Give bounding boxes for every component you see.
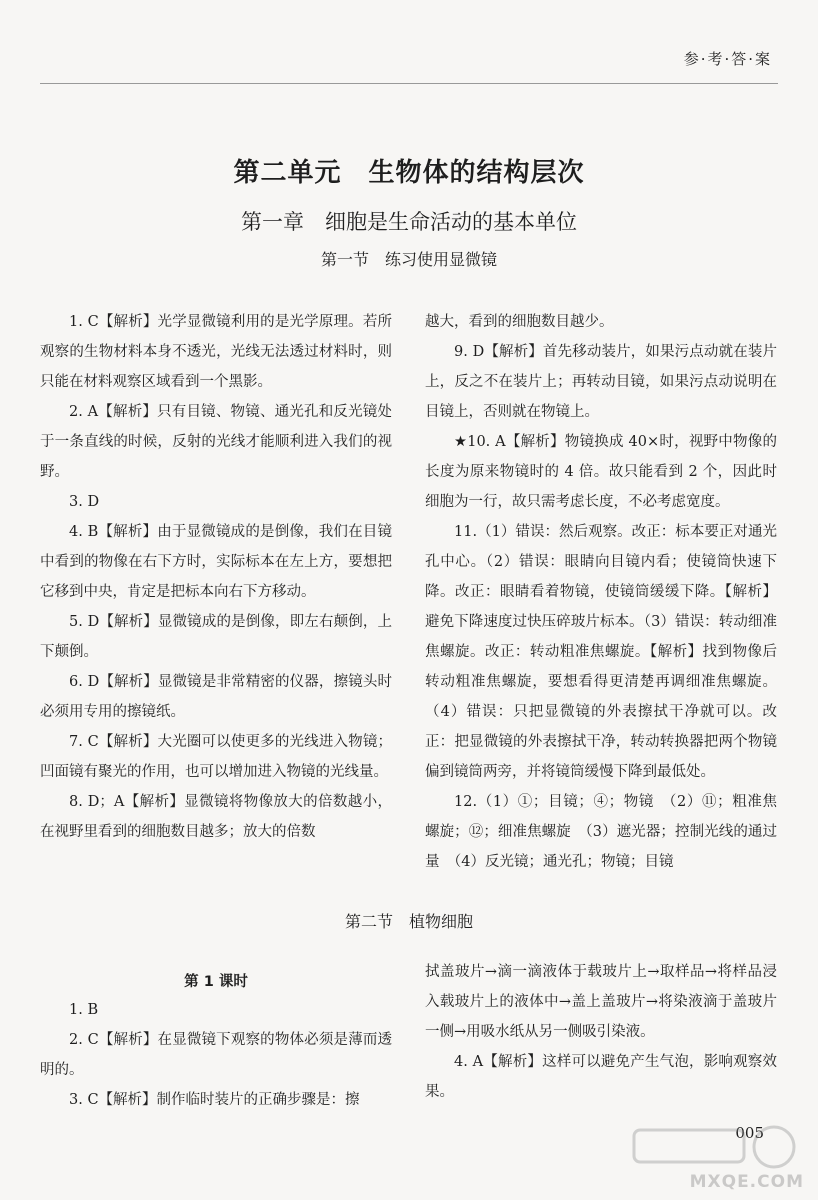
answer-item: 9. D【解析】首先移动装片，如果污点动就在装片上，反之不在装片上；再转动目镜，如果污点动说明在目镜上，否则就在物镜上。 <box>425 344 777 420</box>
section2-right-column <box>425 957 777 1107</box>
answer-item: 1. C【解析】光学显微镜利用的是光学原理。若所观察的生物材料本身不透光，光线无法透过材料时，则只能在材料观察区域看到一个黑影。 <box>40 314 392 390</box>
header-divider <box>40 83 778 84</box>
lesson-title: 第 1 课时 <box>184 974 248 990</box>
section2-left-column <box>40 995 392 1115</box>
answer-item: 5. D【解析】显微镜成的是倒像，即左右颠倒，上下颠倒。 <box>40 614 392 660</box>
answer-item: 8. D；A【解析】显微镜将物像放大的倍数越小，在视野里看到的细胞数目越多；放大的倍数 <box>40 794 392 840</box>
answer-item: 3. C【解析】制作临时装片的正确步骤是：擦 <box>69 1092 360 1108</box>
watermark-emblem-icon <box>614 1122 804 1172</box>
answer-item: 4. A【解析】这样可以避免产生气泡，影响观察效果。 <box>425 1054 777 1100</box>
section-title-2: 第二节 植物细胞 <box>344 912 473 931</box>
answer-item: 拭盖玻片→滴一滴液体于载玻片上→取样品→将样品浸入载玻片上的液体中→盖上盖玻片→将染液滴于盖玻片一侧→用吸水纸从另一侧吸引染液。 <box>425 964 777 1040</box>
chapter-title: 第一章 细胞是生命活动的基本单位 <box>241 210 577 234</box>
page-number: 005 <box>735 1124 764 1142</box>
answer-item: 3. D <box>69 494 100 510</box>
answer-item: 4. B【解析】由于显微镜成的是倒像，我们在目镜中看到的物像在右下方时，实际标本在左上方，要想把它移到中央，肯定是把标本向右下方移动。 <box>40 524 392 600</box>
answer-item: 1. B <box>69 1002 99 1018</box>
section1-left-column <box>40 307 392 847</box>
unit-title: 第二单元 生物体的结构层次 <box>233 158 585 188</box>
answer-item: 12.（1）①；目镜；④；物镜 （2）⑪；粗准焦螺旋；⑫；细准焦螺旋 （3）遮光器；控制光线的通过量 （4）反光镜；通光孔；物镜；目镜 <box>425 794 777 870</box>
answer-item: 2. A【解析】只有目镜、物镜、通光孔和反光镜处于一条直线的时候，反射的光线才能顺利进入我们的视野。 <box>40 404 392 480</box>
watermark-logo <box>614 1122 804 1192</box>
answer-item: 越大，看到的细胞数目越少。 <box>425 314 614 330</box>
answer-item: 7. C【解析】大光圈可以使更多的光线进入物镜；凹面镜有聚光的作用，也可以增加进入物镜的光线量。 <box>40 734 392 780</box>
answer-item: 6. D【解析】显微镜是非常精密的仪器，擦镜头时必须用专用的擦镜纸。 <box>40 674 392 720</box>
answer-item: ★10. A【解析】物镜换成 40×时，视野中物像的长度为原来物镜时的 4 倍。故只能看到 2 个，因此时细胞为一行，故只需考虑长度，不必考虑宽度。 <box>425 434 777 510</box>
answer-item: 11.（1）错误：然后观察。改正：标本要正对通光孔中心。（2）错误：眼睛向目镜内看；使镜筒快速下降。改正：眼睛看着物镜，使镜筒缓缓下降。【解析】避免下降速度过快压碎玻片标本。（3）错误：转动细准焦螺旋。改正：转动粗准焦螺旋。【解析】找到物像后转动粗准焦螺旋，要想看得更清楚再调细准焦螺旋。（4）错误：只把显微镜的外表擦拭干净就可以。改正：把显微镜的外表擦拭干净，转动转换器把两个物镜偏到镜筒两旁，并将镜筒缓慢下降到最低处。 <box>425 524 777 780</box>
header-label: 参·考·答·案 <box>683 50 772 68</box>
section1-right-column <box>425 307 777 877</box>
answer-item: 2. C【解析】在显微镜下观察的物体必须是薄而透明的。 <box>40 1032 392 1078</box>
watermark-text: MXQE.COM <box>689 1172 804 1192</box>
section-title-1: 第一节 练习使用显微镜 <box>320 250 497 269</box>
